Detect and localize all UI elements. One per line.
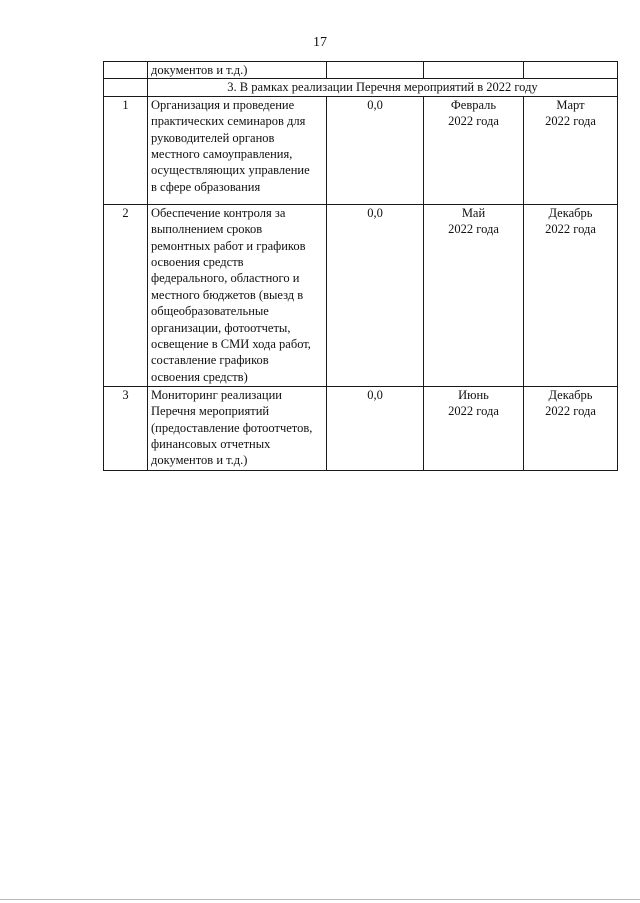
cell-start-text: Май 2022 года	[448, 205, 499, 237]
cell-sum: 0,0	[327, 204, 424, 386]
cell-num	[104, 62, 148, 79]
cell-end	[524, 62, 618, 79]
cell-start-text: Февраль 2022 года	[448, 97, 499, 129]
cell-start	[424, 204, 524, 386]
cell-name	[148, 96, 327, 204]
table-row-section	[104, 79, 618, 96]
cell-start	[424, 96, 524, 204]
scan-edge-line	[0, 899, 640, 900]
cell-name-text: документов и т.д.)	[151, 63, 248, 77]
page-number: 17	[313, 35, 327, 50]
cell-end	[524, 386, 618, 470]
cell-end-text: Декабрь 2022 года	[545, 387, 596, 419]
cell-name-text: Мониторинг реализации Перечня мероприятий (предоставление фотоотчетов, финансовых отчетных документов и т.д.)	[151, 387, 313, 468]
cell-name-text: Обеспечение контроля за выполнением сроков ремонтных работ и графиков освоения средств федерального, областного и местного бюджетов (выезд в общеобразовательные организации, фотоотчеты, освещение в СМИ хода работ, составление графиков освоения средств)	[151, 205, 311, 384]
cell-end-text: Март 2022 года	[545, 97, 596, 129]
cell-end	[524, 96, 618, 204]
cell-start	[424, 386, 524, 470]
cell-sum: 0,0	[327, 386, 424, 470]
table-row	[104, 96, 618, 204]
measures-table	[103, 61, 618, 471]
cell-start	[424, 62, 524, 79]
table-row-continuation	[104, 62, 618, 79]
cell-end-text: Декабрь 2022 года	[545, 205, 596, 237]
cell-sum: 0,0	[327, 96, 424, 204]
cell-name	[148, 204, 327, 386]
table-row	[104, 386, 618, 470]
cell-num: 3	[104, 386, 148, 470]
cell-name	[148, 62, 327, 79]
cell-num: 2	[104, 204, 148, 386]
cell-num	[104, 79, 148, 96]
cell-name-text: Организация и проведение практических семинаров для руководителей органов местного самоуправления, осуществляющих управление в сфере образования	[151, 97, 310, 194]
section-title: 3. В рамках реализации Перечня мероприятий в 2022 году	[148, 79, 618, 96]
cell-sum	[327, 62, 424, 79]
cell-name	[148, 386, 327, 470]
cell-end	[524, 204, 618, 386]
table-row	[104, 204, 618, 386]
cell-start-text: Июнь 2022 года	[448, 387, 499, 419]
cell-num: 1	[104, 96, 148, 204]
